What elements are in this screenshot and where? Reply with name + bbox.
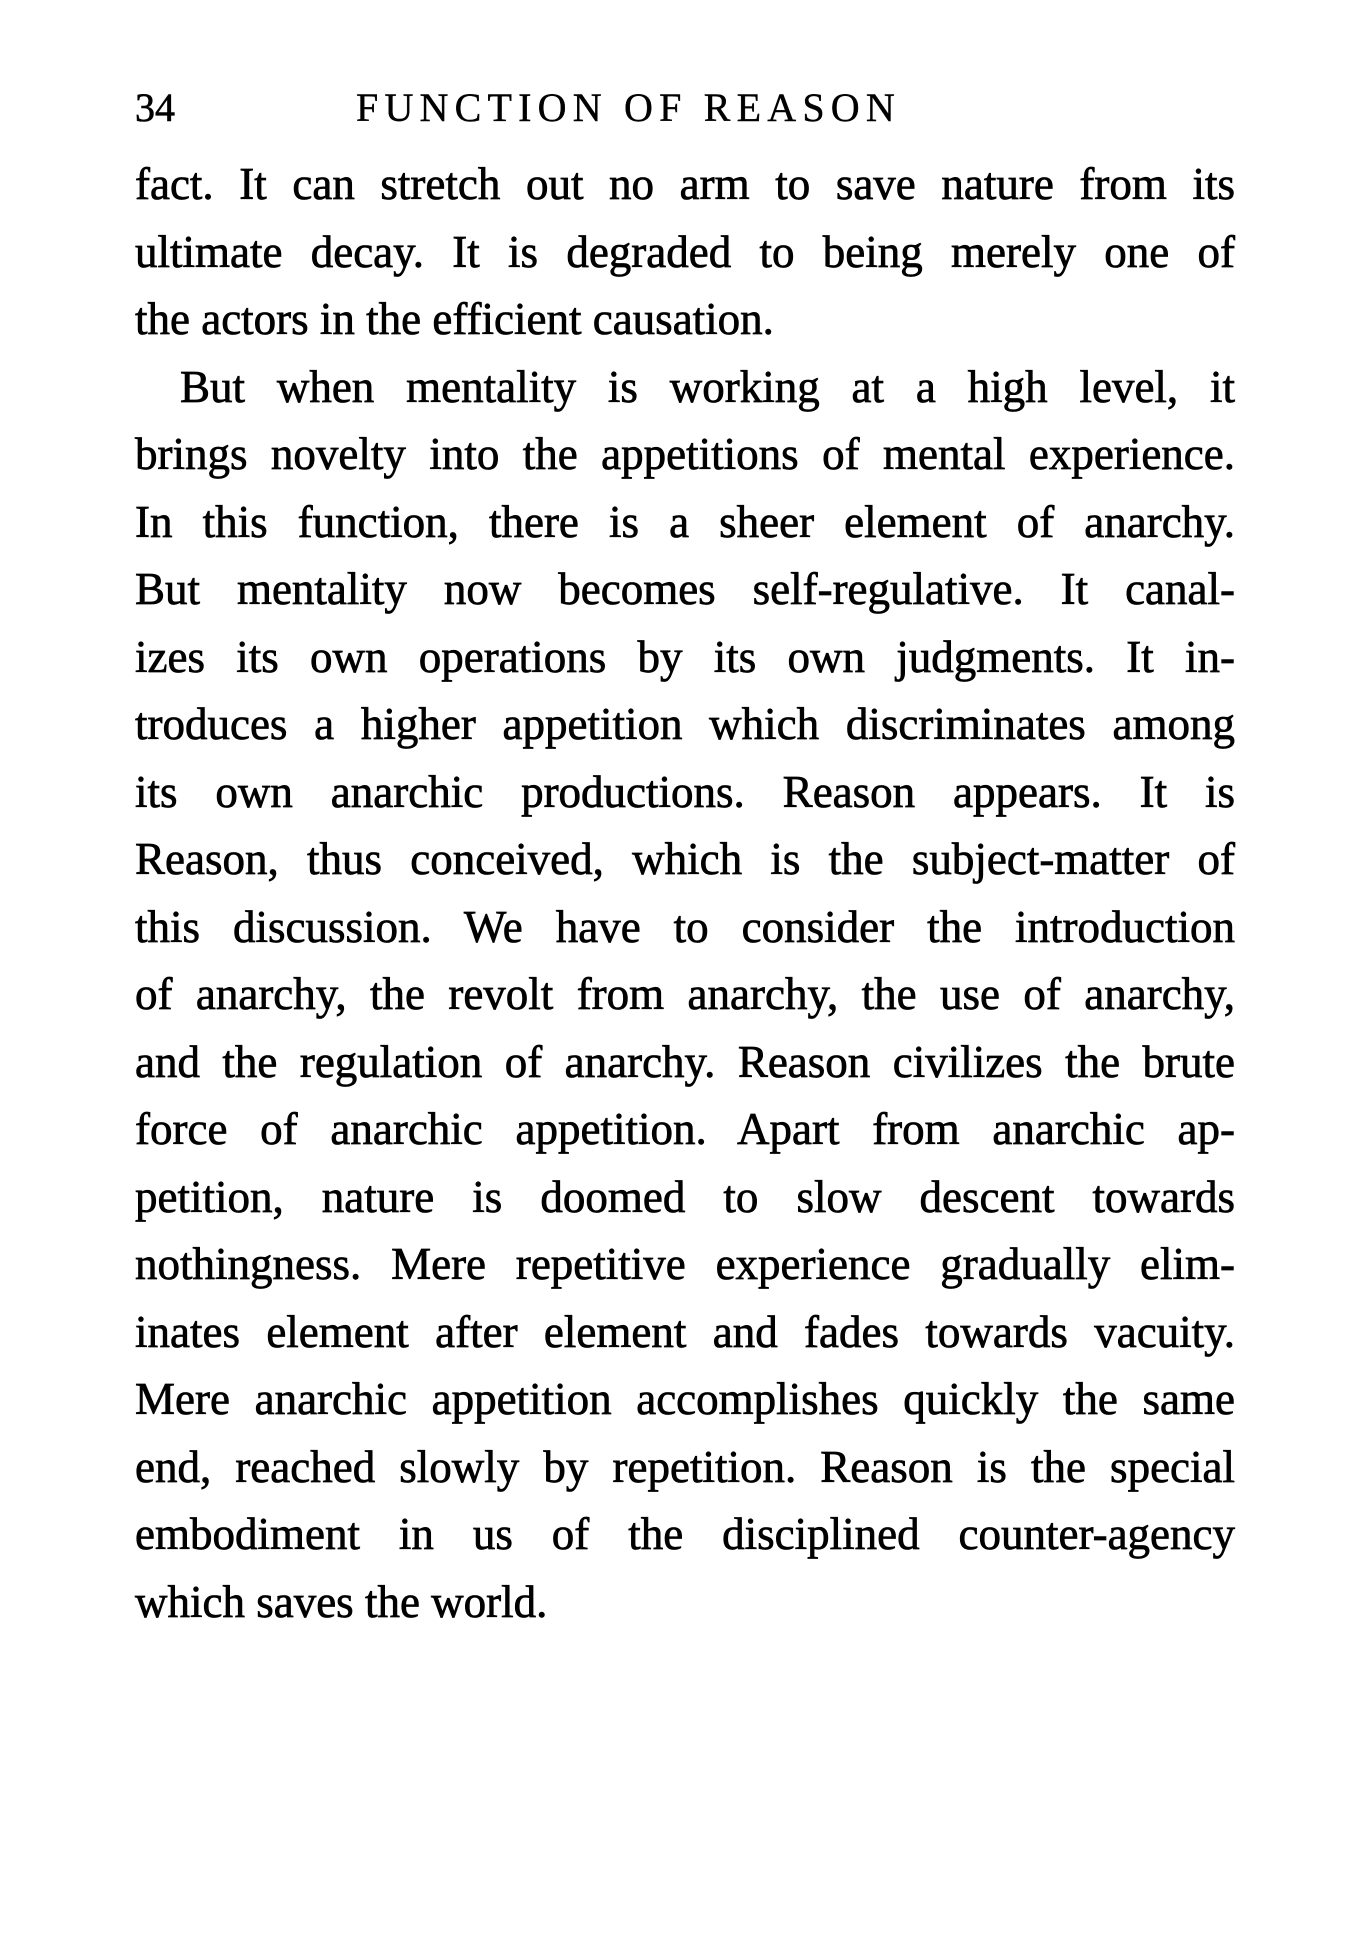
text-line: embodiment in us of the disciplined counter-agency bbox=[135, 1509, 1235, 1559]
text-line: But when mentality is working at a high level, it bbox=[180, 361, 1235, 412]
text-line: of anarchy, the revolt from anarchy, the use of anarchy, bbox=[135, 969, 1235, 1019]
text-line: this discussion. We have to consider the introduction bbox=[135, 901, 1235, 952]
text-line: the actors in the efficient causation. bbox=[135, 294, 774, 344]
text-line: nothingness. Mere repetitive experience gradually elim- bbox=[135, 1239, 1235, 1289]
text-line: and the regulation of anarchy. Reason civilizes the brute bbox=[135, 1036, 1235, 1087]
text-line: Reason, thus conceived, which is the subject-matter of bbox=[135, 834, 1235, 884]
running-title: FUNCTION OF REASON bbox=[356, 85, 901, 130]
running-header bbox=[135, 84, 1235, 134]
text-line: ultimate decay. It is degraded to being merely one of bbox=[135, 226, 1235, 277]
page-number: 34 bbox=[135, 85, 175, 130]
text-line: troduces a higher appetition which discriminates among bbox=[135, 699, 1235, 749]
text-line: its own anarchic productions. Reason appears. It is bbox=[135, 766, 1235, 817]
text-line: petition, nature is doomed to slow descent towards bbox=[135, 1171, 1235, 1222]
text-line: inates element after element and fades towards vacuity. bbox=[135, 1306, 1235, 1357]
text-line: Mere anarchic appetition accomplishes quickly the same bbox=[135, 1374, 1235, 1424]
text-line: fact. It can stretch out no arm to save nature from its bbox=[135, 159, 1235, 209]
text-line: which saves the world. bbox=[135, 1576, 548, 1627]
text-line: izes its own operations by its own judgments. It in- bbox=[135, 631, 1235, 682]
text-line: In this function, there is a sheer element of anarchy. bbox=[135, 496, 1235, 547]
text-line: end, reached slowly by repetition. Reason is the special bbox=[135, 1441, 1235, 1492]
text-line: But mentality now becomes self-regulative. It canal- bbox=[135, 564, 1235, 614]
text-line: brings novelty into the appetitions of mental experience. bbox=[135, 429, 1235, 479]
text-line: force of anarchic appetition. Apart from anarchic ap- bbox=[135, 1104, 1235, 1154]
body-text bbox=[135, 151, 1235, 1636]
